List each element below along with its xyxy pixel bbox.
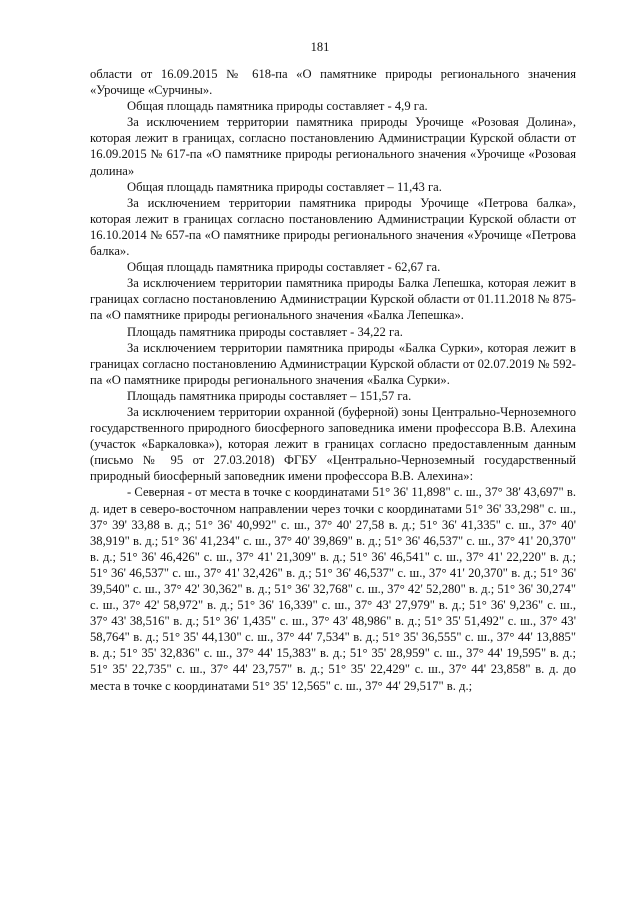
paragraph-buffer-zone: За исключением территории охранной (буферной) зоны Центрально-Черноземного государственного природного биосферного заповедника имени профессора В.В. Алехина (участок «Баркаловка»), которая лежит в границах согласно предоставленным данным (письмо № 95 от 27.03.2018) ФГБУ «Центрально-Черноземный государственный природный биосферный заповедник имени профессора В.В. Алехина»: [90,404,576,484]
paragraph-petrova-balka: За исключением территории памятника природы Урочище «Петрова балка», которая лежит в границах согласно постановлению Администрации Курской области от 16.10.2014 № 657-па «О памятнике природы регионального значения «Урочище «Петрова балка». [90,195,576,259]
page-number: 181 [310,40,330,54]
paragraph-area-balka-lepeshka: Площадь памятника природы составляет - 34,22 га. [127,324,403,339]
paragraph-area-surchiny: Общая площадь памятника природы составляет - 4,9 га. [127,99,428,114]
paragraph-area-balka-surki: Площадь памятника природы составляет – 151,57 га. [127,388,412,403]
paragraph-balka-lepeshka: За исключением территории памятника природы Балка Лепешка, которая лежит в границах согласно постановлению Администрации Курской области от 01.11.2018 № 875-па «О памятнике природы регионального значения «Балка Лепешка». [90,276,576,323]
paragraph-area-petrova-balka: Общая площадь памятника природы составляет - 62,67 га. [127,260,441,275]
paragraph-northern-boundary-coordinates: - Северная - от места в точке с координатами 51° 36' 11,898" с. ш., 37° 38' 43,697" в. д. идет в северо-восточном направлении через точки с координатами 51° 36' 33,298" с. ш., 37° 39' 33,88 в. д.; 51° 36' 40,992" с. ш., 37° 40' 27,58 в. д.; 51° 36' 41,335" с. ш., 37° 40' 38,919" в. д.; 51° 36' 41,234" с. ш., 37° 40' 39,869" в. д.; 51° 36' 46,537" с. ш., 37° 41' 20,370" в. д.; 51° 36' 46,426" с. ш., 37° 41' 21,309" в. д.; 51° 36' 46,541" с. ш., 37° 41' 22,220" в. д.; 51° 36' 46,537" с. ш., 37° 41' 32,426" в. д.; 51° 36' 46,537" с. ш., 37° 41' 20,370" в. д.; 51° 36' 39,540" с. ш., 37° 42' 30,362" в. д.; 51° 36' 32,768" с. ш., 37° 42' 52,280" в. д.; 51° 36' 30,274" с. ш., 37° 42' 58,972" в. д.; 51° 36' 16,339" с. ш., 37° 43' 27,979" в. д.; 51° 36' 9,236" с. ш., 37° 43' 38,516" в. д.; 51° 36' 1,435" с. ш., 37° 43' 48,986" в. д.; 51° 35' 51,492" с. ш., 37° 43' 58,764" в. д.; 51° 35' 44,130" с. ш., 37° 44' 7,534" в. д.; 51° 35' 36,555" с. ш., 37° 44' 13,885" в. д.; 51° 35' 32,836" с. ш., 37° 44' 15,383" в. д.; 51° 35' 28,959" с. ш., 37° 44' 19,595" в. д.; 51° 35' 22,735" с. ш., 37° 44' 23,757" в. д.; 51° 35' 22,429" с. ш., 37° 44' 23,858" в. д. до места в точке с координатами 51° 35' 12,565" с. ш., 37° 44' 29,517" в. д.; [90,485,576,693]
paragraph-balka-surki: За исключением территории памятника природы «Балка Сурки», которая лежит в границах согласно постановлению Администрации Курской области от 02.07.2019 № 592-па «О памятнике природы регионального значения «Балка Сурки». [90,340,576,387]
paragraph-rozovaya-dolina: За исключением территории памятника природы Урочище «Розовая Долина», которая лежит в границах, согласно постановлению Администрации Курской области от 16.09.2015 № 617-па «О памятнике природы регионального значения «Урочище «Розовая долина» [90,115,576,178]
document-body [90,66,576,694]
paragraph-surchiny-decree: области от 16.09.2015 № 618-па «О памятнике природы регионального значения «Урочище «Сурчины». [90,67,576,98]
paragraph-area-rozovaya-dolina: Общая площадь памятника природы составляет – 11,43 га. [127,179,442,194]
